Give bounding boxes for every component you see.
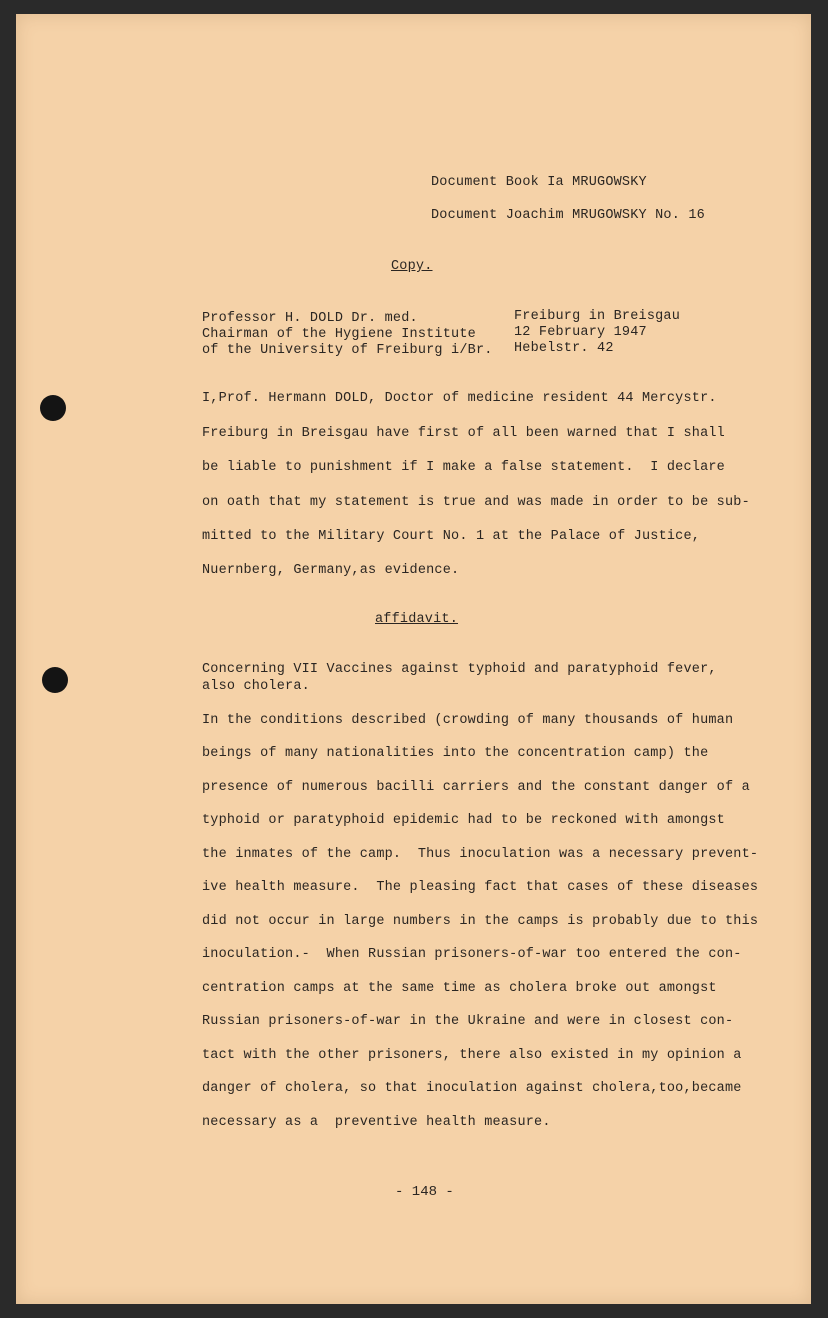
intro-line: on oath that my statement is true and was made in order to be sub- [202, 495, 750, 510]
punch-hole [40, 395, 66, 421]
place-date-line: Freiburg in Breisgau [514, 309, 681, 324]
document-page [16, 14, 811, 1304]
intro-line: I,Prof. Hermann DOLD, Doctor of medicine resident 44 Mercystr. [202, 391, 717, 406]
body-line: necessary as a preventive health measure. [202, 1115, 551, 1130]
copy-label: Copy. [391, 259, 433, 274]
body-line: In the conditions described (crowding of many thousands of human [202, 713, 734, 728]
intro-line: mitted to the Military Court No. 1 at the Palace of Justice, [202, 529, 701, 544]
affidavit-heading: affidavit. [375, 612, 459, 627]
body-line: danger of cholera, so that inoculation against cholera,too,became [202, 1081, 742, 1096]
body-line: tact with the other prisoners, there also existed in my opinion a [202, 1048, 742, 1063]
concerning-line: Concerning VII Vaccines against typhoid and paratyphoid fever, [202, 662, 717, 677]
intro-line: Freiburg in Breisgau have first of all been warned that I shall [202, 426, 725, 441]
body-line: did not occur in large numbers in the camps is probably due to this [202, 914, 759, 929]
body-line: beings of many nationalities into the concentration camp) the [202, 746, 709, 761]
body-line: Russian prisoners-of-war in the Ukraine and were in closest con- [202, 1014, 734, 1029]
intro-line: be liable to punishment if I make a false statement. I declare [202, 460, 725, 475]
sender-line: Chairman of the Hygiene Institute [202, 327, 476, 342]
sender-line: Professor H. DOLD Dr. med. [202, 311, 418, 326]
body-line: presence of numerous bacilli carriers and the constant danger of a [202, 780, 750, 795]
punch-hole [42, 667, 68, 693]
body-line: centration camps at the same time as cholera broke out amongst [202, 981, 717, 996]
page-number: - 148 - [395, 1184, 454, 1200]
concerning-line: also cholera. [202, 679, 310, 694]
body-line: ive health measure. The pleasing fact that cases of these diseases [202, 880, 759, 895]
intro-line: Nuernberg, Germany,as evidence. [202, 563, 460, 578]
body-line: typhoid or paratyphoid epidemic had to be reckoned with amongst [202, 813, 725, 828]
body-line: inoculation.- When Russian prisoners-of-war too entered the con- [202, 947, 742, 962]
header-line-1: Document Book Ia MRUGOWSKY [431, 175, 647, 190]
place-date-line: 12 February 1947 [514, 325, 647, 340]
body-line: the inmates of the camp. Thus inoculation was a necessary prevent- [202, 847, 759, 862]
sender-line: of the University of Freiburg i/Br. [202, 343, 493, 358]
header-line-2: Document Joachim MRUGOWSKY No. 16 [431, 208, 705, 223]
place-date-line: Hebelstr. 42 [514, 341, 614, 356]
